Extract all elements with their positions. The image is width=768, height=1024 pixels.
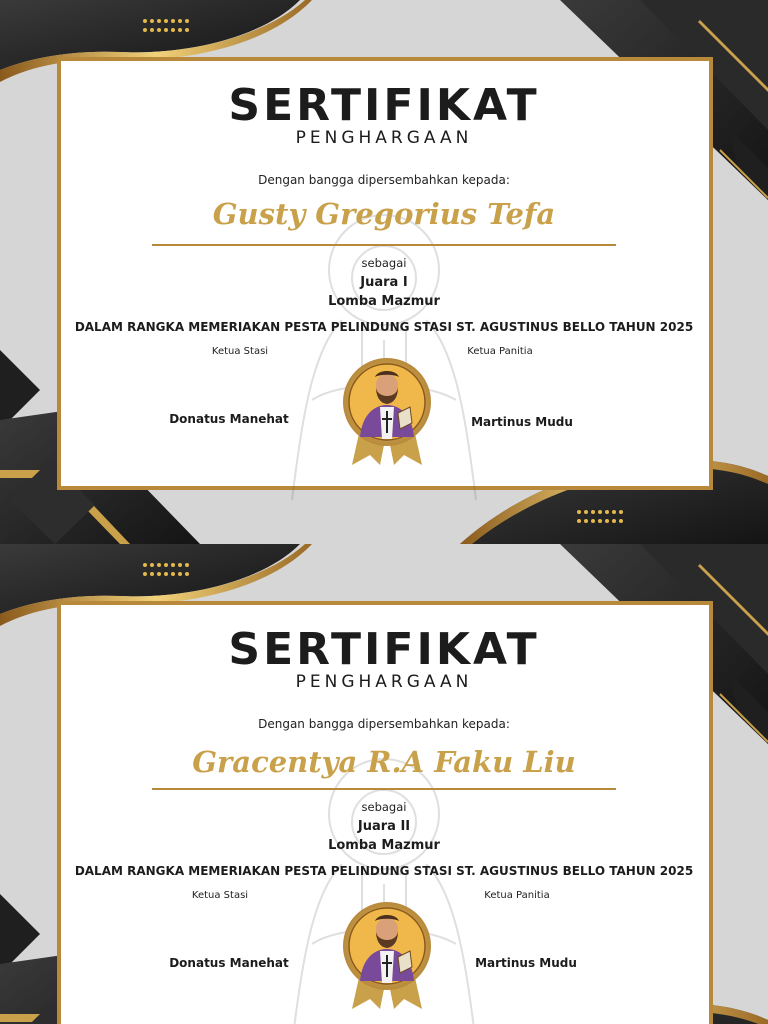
- name-underline: [152, 788, 616, 790]
- certificate-2: [0, 544, 768, 1024]
- right-signer: Martinus Mudu: [471, 415, 573, 429]
- competition-text: Lomba Mazmur: [328, 838, 440, 853]
- event-description: DALAM RANGKA MEMERIAKAN PESTA PELINDUNG STASI ST. AGUSTINUS BELLO TAHUN 2025: [74, 864, 694, 878]
- presented-to-text: Dengan bangga dipersembahkan kepada:: [258, 717, 510, 731]
- name-underline: [152, 244, 616, 246]
- rank-text: Juara I: [360, 275, 408, 290]
- recipient-name: Gusty Gregorius Tefa: [212, 197, 556, 231]
- left-signer: Donatus Manehat: [169, 956, 289, 970]
- recipient-name: Gracentya R.A Faku Liu: [192, 745, 576, 779]
- certificate-title: SERTIFIKAT: [228, 624, 540, 675]
- as-label: sebagai: [361, 256, 407, 270]
- as-label: sebagai: [361, 800, 407, 814]
- right-signer: Martinus Mudu: [475, 956, 577, 970]
- right-role: Ketua Panitia: [467, 346, 533, 357]
- saint-medal-icon: [342, 901, 432, 1009]
- left-signer: Donatus Manehat: [169, 412, 289, 426]
- right-role: Ketua Panitia: [484, 890, 550, 901]
- left-role: Ketua Stasi: [191, 890, 249, 901]
- saint-medal-icon: [342, 357, 432, 465]
- presented-to-text: Dengan bangga dipersembahkan kepada:: [258, 173, 510, 187]
- certificate-subtitle: PENGHARGAAN: [295, 128, 473, 148]
- certificate-subtitle: PENGHARGAAN: [295, 672, 473, 692]
- rank-text: Juara II: [357, 819, 411, 834]
- certificate-title: SERTIFIKAT: [228, 80, 540, 131]
- left-role: Ketua Stasi: [211, 346, 269, 357]
- competition-text: Lomba Mazmur: [328, 294, 440, 309]
- event-description: DALAM RANGKA MEMERIAKAN PESTA PELINDUNG STASI ST. AGUSTINUS BELLO TAHUN 2025: [74, 320, 694, 334]
